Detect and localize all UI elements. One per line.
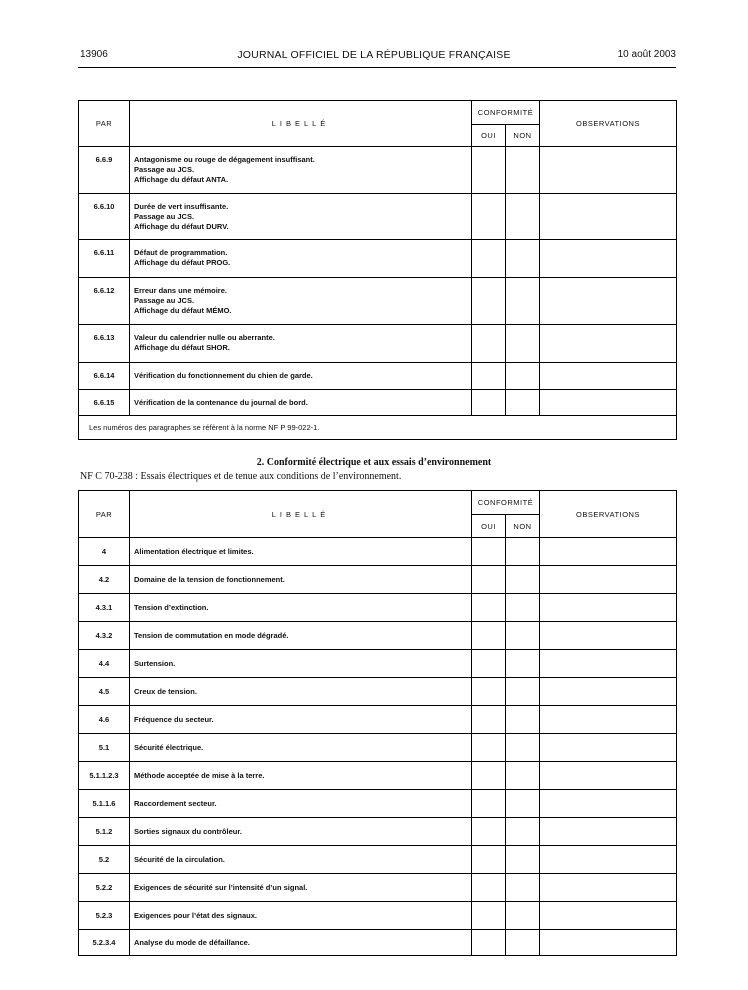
libelle-cell <box>130 325 472 363</box>
par-cell: 5.1.1.2.3 <box>79 762 130 790</box>
table-row <box>79 566 677 594</box>
libelle-cell: Méthode acceptée de mise à la terre. <box>130 762 472 790</box>
table-row <box>79 762 677 790</box>
observations-cell <box>540 390 677 416</box>
conformity-table-1 <box>78 100 677 440</box>
non-checkbox-cell <box>506 790 540 818</box>
conformity-table-2 <box>78 490 677 956</box>
libelle-cell <box>130 363 472 390</box>
par-cell: 6.6.14 <box>79 363 130 390</box>
observations-cell <box>540 538 677 566</box>
non-checkbox-cell <box>506 390 540 416</box>
section-title: 2. Conformité électrique et aux essais d’environnement <box>256 457 492 468</box>
non-checkbox-cell <box>506 194 540 240</box>
oui-checkbox-cell <box>472 874 506 902</box>
table-row <box>79 538 677 566</box>
non-checkbox-cell <box>506 622 540 650</box>
non-checkbox-cell <box>506 650 540 678</box>
libelle-line: Affichage du défaut SHOR. <box>134 343 230 352</box>
observations-cell <box>540 650 677 678</box>
table-row <box>79 147 677 194</box>
oui-checkbox-cell <box>472 846 506 874</box>
libelle-cell: Fréquence du secteur. <box>130 706 472 734</box>
non-checkbox-cell <box>506 818 540 846</box>
col-header-oui: OUI <box>472 515 506 538</box>
oui-checkbox-cell <box>472 622 506 650</box>
libelle-line: Affichage du défaut DURV. <box>134 222 229 231</box>
observations-cell <box>540 818 677 846</box>
table-row <box>79 325 677 363</box>
par-cell: 6.6.13 <box>79 325 130 363</box>
oui-checkbox-cell <box>472 762 506 790</box>
observations-cell <box>540 240 677 278</box>
col-header-libelle: LIBELLÉ <box>130 101 472 147</box>
section-subtitle: NF C 70-238 : Essais électriques et de tenue aux conditions de l’environnement. <box>80 471 402 482</box>
libelle-cell: Exigences pour l’état des signaux. <box>130 902 472 930</box>
observations-cell <box>540 325 677 363</box>
par-cell: 5.2.2 <box>79 874 130 902</box>
publication-date: 10 août 2003 <box>617 49 676 60</box>
oui-checkbox-cell <box>472 147 506 194</box>
oui-checkbox-cell <box>472 363 506 390</box>
libelle-line: Vérification de la contenance du journal de bord. <box>134 398 308 407</box>
oui-checkbox-cell <box>472 734 506 762</box>
table-row <box>79 790 677 818</box>
par-cell: 4.3.2 <box>79 622 130 650</box>
par-cell: 5.2.3 <box>79 902 130 930</box>
libelle-line: Affichage du défaut PROG. <box>134 258 231 267</box>
col-header-oui: OUI <box>472 125 506 147</box>
non-checkbox-cell <box>506 846 540 874</box>
table-row <box>79 678 677 706</box>
oui-checkbox-cell <box>472 240 506 278</box>
table-row <box>79 240 677 278</box>
table-note: Les numéros des paragraphes se réfèrent à la norme NF P 99-022-1. <box>79 416 677 440</box>
journal-title: JOURNAL OFFICIEL DE LA RÉPUBLIQUE FRANÇAISE <box>237 49 511 61</box>
observations-cell <box>540 622 677 650</box>
par-cell: 6.6.15 <box>79 390 130 416</box>
page-number: 13906 <box>80 49 108 60</box>
libelle-line: Vérification du fonctionnement du chien de garde. <box>134 371 313 380</box>
par-cell: 4 <box>79 538 130 566</box>
table-row <box>79 390 677 416</box>
non-checkbox-cell <box>506 706 540 734</box>
table-row <box>79 650 677 678</box>
oui-checkbox-cell <box>472 194 506 240</box>
observations-cell <box>540 762 677 790</box>
libelle-cell: Alimentation électrique et limites. <box>130 538 472 566</box>
libelle-cell: Surtension. <box>130 650 472 678</box>
libelle-cell: Sécurité de la circulation. <box>130 846 472 874</box>
observations-cell <box>540 594 677 622</box>
observations-cell <box>540 874 677 902</box>
table-row <box>79 363 677 390</box>
non-checkbox-cell <box>506 594 540 622</box>
libelle-line: Valeur du calendrier nulle ou aberrante. <box>134 333 275 342</box>
non-checkbox-cell <box>506 678 540 706</box>
libelle-cell <box>130 147 472 194</box>
libelle-line: Antagonisme ou rouge de dégagement insuffisant. <box>134 155 315 164</box>
observations-cell <box>540 734 677 762</box>
col-header-libelle: LIBELLÉ <box>130 491 472 538</box>
observations-cell <box>540 278 677 325</box>
table-row <box>79 278 677 325</box>
par-cell: 4.6 <box>79 706 130 734</box>
libelle-line: Affichage du défaut MÉMO. <box>134 306 232 315</box>
non-checkbox-cell <box>506 902 540 930</box>
oui-checkbox-cell <box>472 902 506 930</box>
observations-cell <box>540 363 677 390</box>
table-row <box>79 874 677 902</box>
libelle-cell: Sécurité électrique. <box>130 734 472 762</box>
libelle-cell: Sorties signaux du contrôleur. <box>130 818 472 846</box>
table-row <box>79 930 677 956</box>
non-checkbox-cell <box>506 240 540 278</box>
col-header-observations: OBSERVATIONS <box>540 491 677 538</box>
table-row <box>79 902 677 930</box>
libelle-line: Durée de vert insuffisante. <box>134 202 229 211</box>
par-cell: 6.6.10 <box>79 194 130 240</box>
col-header-par: PAR <box>79 491 130 538</box>
observations-cell <box>540 678 677 706</box>
par-cell: 4.3.1 <box>79 594 130 622</box>
observations-cell <box>540 930 677 956</box>
oui-checkbox-cell <box>472 390 506 416</box>
libelle-line: Passage au JCS. <box>134 165 195 174</box>
libelle-line: Défaut de programmation. <box>134 248 228 257</box>
par-cell: 6.6.11 <box>79 240 130 278</box>
observations-cell <box>540 706 677 734</box>
non-checkbox-cell <box>506 147 540 194</box>
par-cell: 5.2 <box>79 846 130 874</box>
libelle-cell: Tension de commutation en mode dégradé. <box>130 622 472 650</box>
non-checkbox-cell <box>506 734 540 762</box>
par-cell: 5.2.3.4 <box>79 930 130 956</box>
oui-checkbox-cell <box>472 706 506 734</box>
table-row <box>79 734 677 762</box>
table-row <box>79 194 677 240</box>
libelle-cell <box>130 194 472 240</box>
par-cell: 5.1.1.6 <box>79 790 130 818</box>
libelle-cell: Analyse du mode de défaillance. <box>130 930 472 956</box>
table-row <box>79 846 677 874</box>
observations-cell <box>540 902 677 930</box>
oui-checkbox-cell <box>472 538 506 566</box>
table-note-row <box>79 416 677 440</box>
oui-checkbox-cell <box>472 790 506 818</box>
non-checkbox-cell <box>506 538 540 566</box>
non-checkbox-cell <box>506 325 540 363</box>
col-header-observations: OBSERVATIONS <box>540 101 677 147</box>
oui-checkbox-cell <box>472 650 506 678</box>
libelle-cell: Raccordement secteur. <box>130 790 472 818</box>
libelle-cell: Tension d’extinction. <box>130 594 472 622</box>
par-cell: 4.2 <box>79 566 130 594</box>
libelle-cell: Domaine de la tension de fonctionnement. <box>130 566 472 594</box>
observations-cell <box>540 566 677 594</box>
oui-checkbox-cell <box>472 818 506 846</box>
libelle-line: Passage au JCS. <box>134 212 195 221</box>
libelle-line: Affichage du défaut ANTA. <box>134 175 229 184</box>
oui-checkbox-cell <box>472 278 506 325</box>
par-cell: 5.1.2 <box>79 818 130 846</box>
oui-checkbox-cell <box>472 325 506 363</box>
oui-checkbox-cell <box>472 930 506 956</box>
col-header-non: NON <box>506 125 540 147</box>
non-checkbox-cell <box>506 762 540 790</box>
libelle-cell: Exigences de sécurité sur l’intensité d’un signal. <box>130 874 472 902</box>
non-checkbox-cell <box>506 874 540 902</box>
oui-checkbox-cell <box>472 678 506 706</box>
col-header-conformite: CONFORMITÉ <box>472 101 540 125</box>
table-row <box>79 594 677 622</box>
libelle-cell: Creux de tension. <box>130 678 472 706</box>
par-cell: 5.1 <box>79 734 130 762</box>
observations-cell <box>540 846 677 874</box>
oui-checkbox-cell <box>472 594 506 622</box>
par-cell: 6.6.9 <box>79 147 130 194</box>
libelle-cell <box>130 390 472 416</box>
libelle-line: Erreur dans une mémoire. <box>134 286 227 295</box>
par-cell: 6.6.12 <box>79 278 130 325</box>
libelle-line: Passage au JCS. <box>134 296 195 305</box>
table-row <box>79 622 677 650</box>
table-row <box>79 818 677 846</box>
observations-cell <box>540 194 677 240</box>
col-header-conformite: CONFORMITÉ <box>472 491 540 515</box>
non-checkbox-cell <box>506 930 540 956</box>
libelle-cell <box>130 278 472 325</box>
par-cell: 4.5 <box>79 678 130 706</box>
table-row <box>79 706 677 734</box>
libelle-cell <box>130 240 472 278</box>
observations-cell <box>540 147 677 194</box>
par-cell: 4.4 <box>79 650 130 678</box>
non-checkbox-cell <box>506 278 540 325</box>
col-header-par: PAR <box>79 101 130 147</box>
observations-cell <box>540 790 677 818</box>
non-checkbox-cell <box>506 363 540 390</box>
oui-checkbox-cell <box>472 566 506 594</box>
col-header-non: NON <box>506 515 540 538</box>
non-checkbox-cell <box>506 566 540 594</box>
header-rule <box>78 67 676 68</box>
